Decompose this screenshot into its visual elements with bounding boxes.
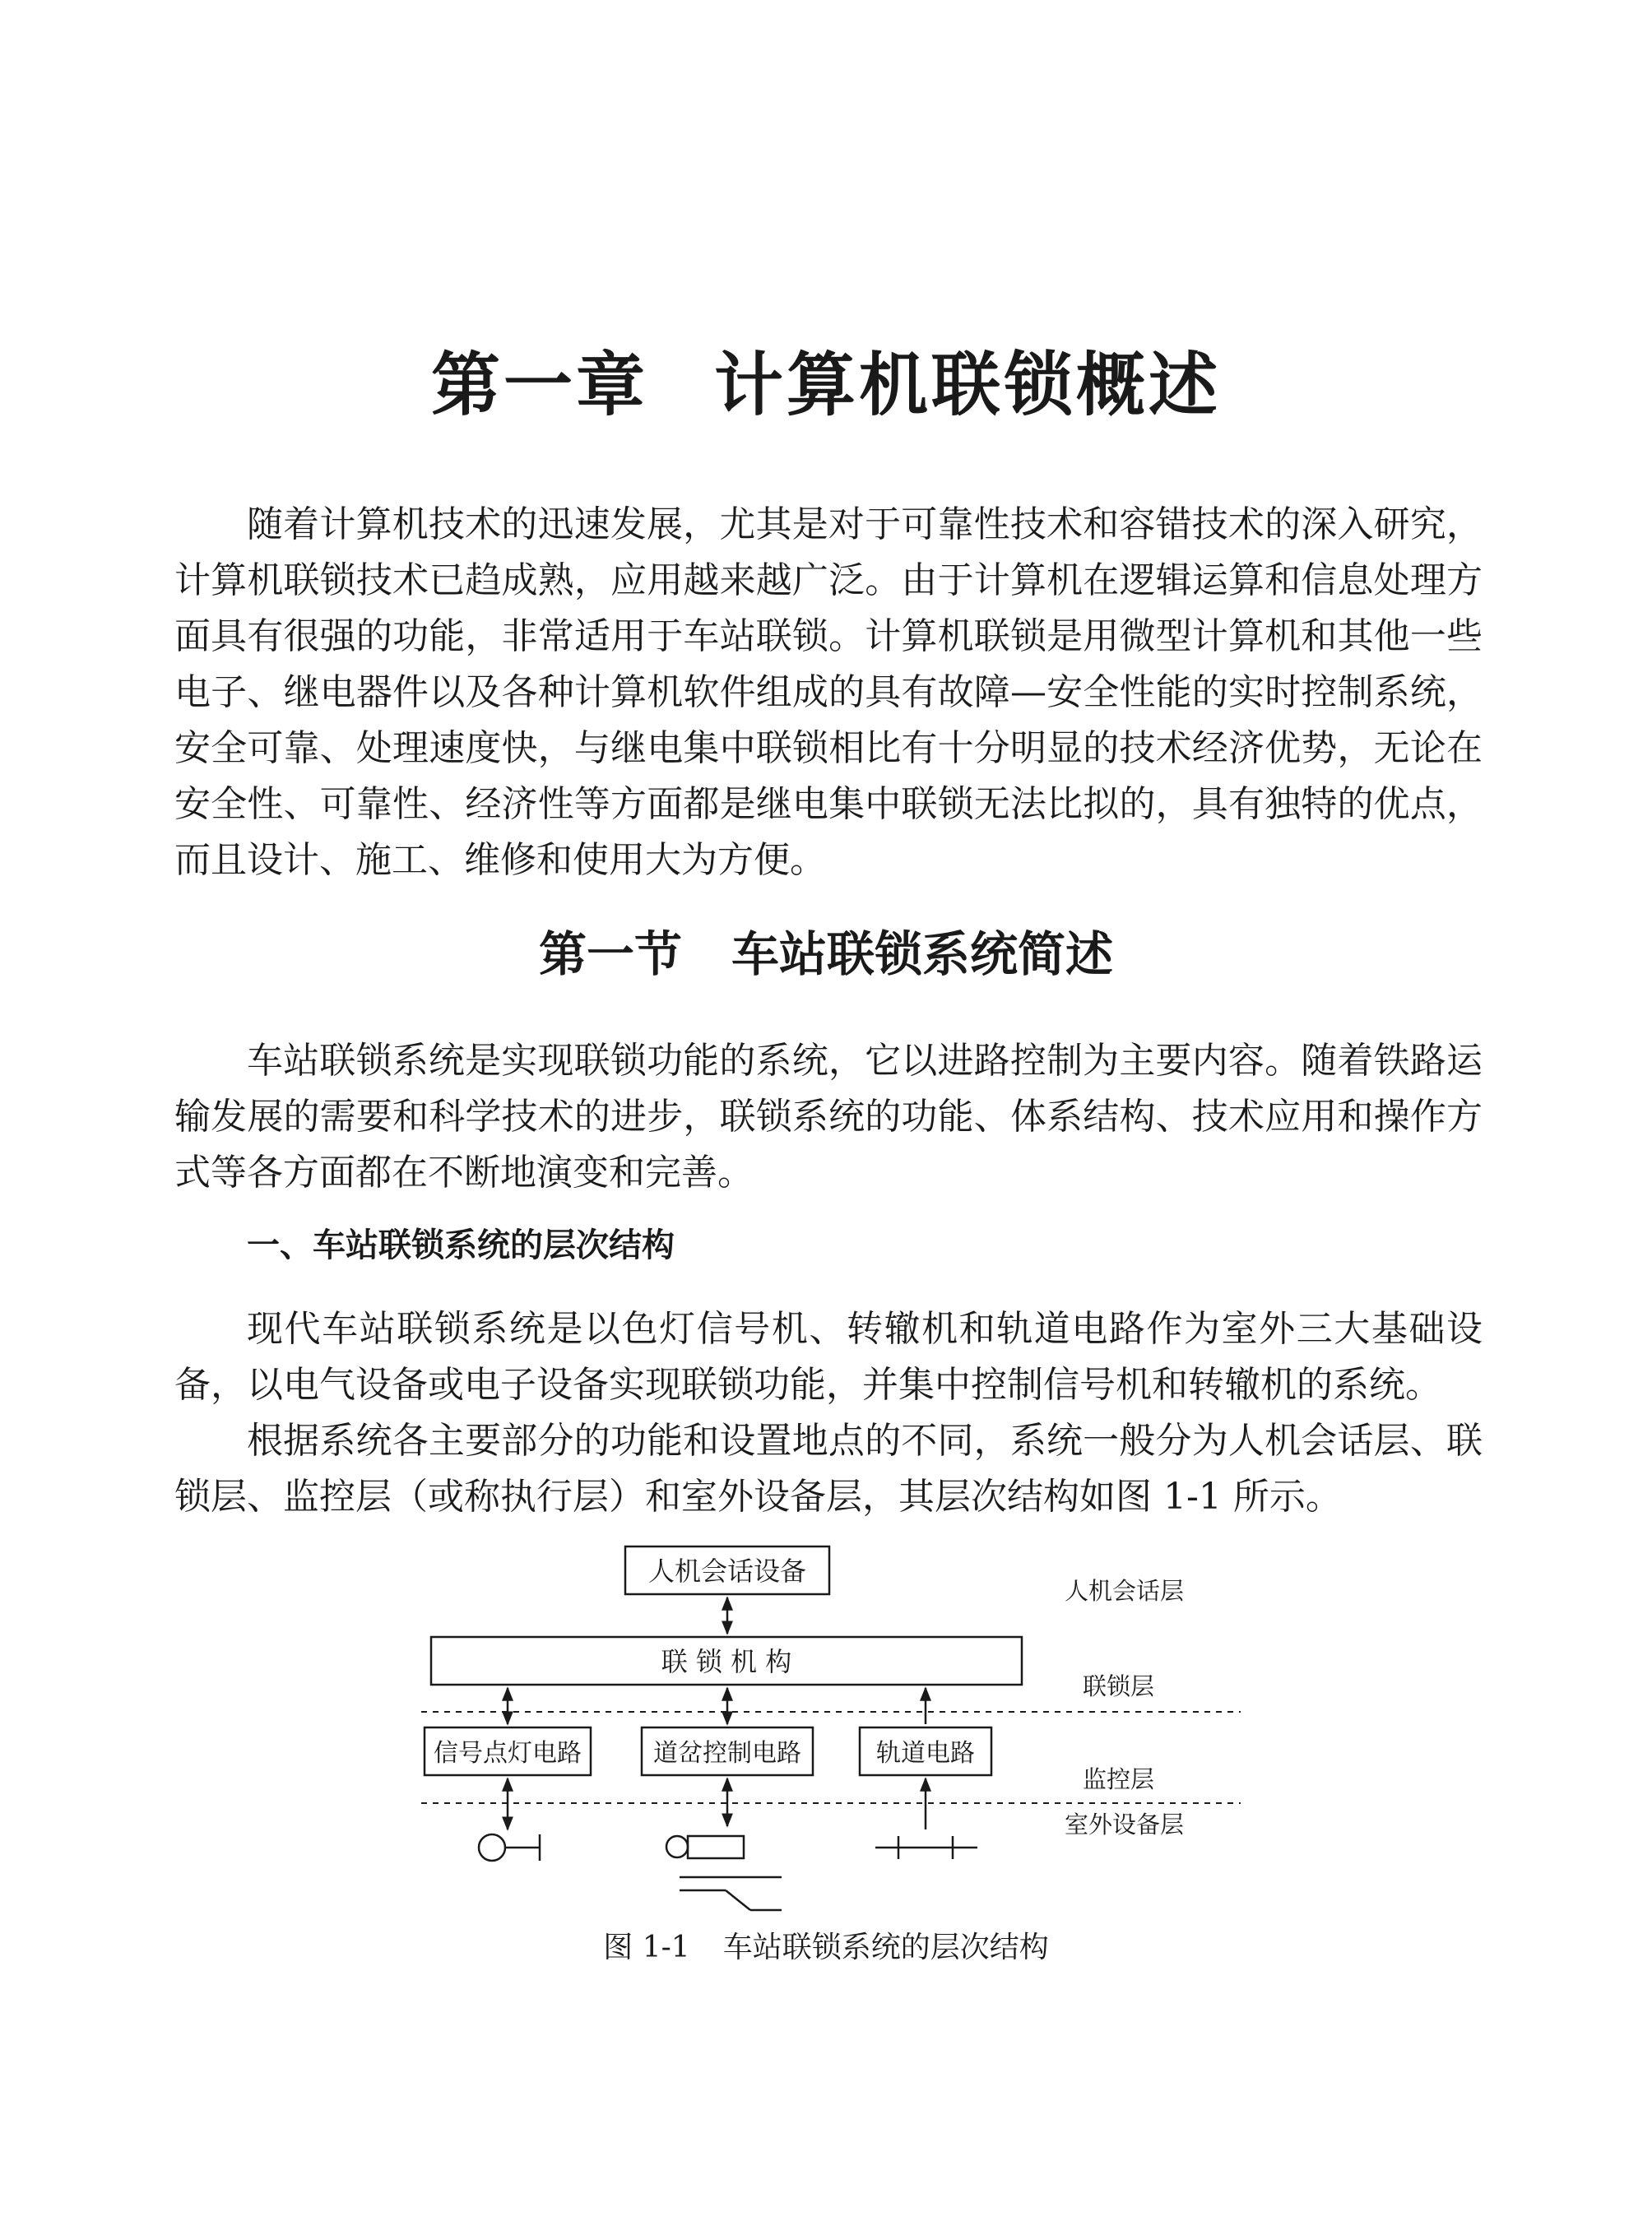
section-paragraph: 车站联锁系统是实现联锁功能的系统，它以进路控制为主要内容。随着铁路运输发展的需要和科学技术的进步，联锁系统的功能、体系结构、技术应用和操作方式等各方面都在不断地演变和完善。 (174, 1040, 1483, 1194)
chapter-number: 第一章 (430, 345, 648, 425)
track-circuit-icon (875, 1836, 977, 1859)
subsection-paragraph-2: 根据系统各主要部分的功能和设置地点的不同，系统一般分为人机会话层、联锁层、监控层（或称执行层）和室外设备层，其层次结构如图 1-1 所示。 (174, 1420, 1483, 1518)
figure-caption (0, 1927, 1652, 1968)
interlocking-unit-label: 联 锁 机 构 (661, 1646, 792, 1677)
outdoor-layer-label: 室外设备层 (1065, 1811, 1185, 1839)
figure-number: 图 1-1 (603, 1931, 690, 1964)
chapter-name: 计算机联锁概述 (714, 345, 1222, 425)
subsection-heading: 一、车站联锁系统的层次结构 (247, 1226, 675, 1264)
switch-control-circuit-label: 道岔控制电路 (653, 1739, 801, 1768)
subsection-paragraph-1: 现代车站联锁系统是以色灯信号机、转辙机和轨道电路作为室外三大基础设备，以电气设备或电子设备实现联锁功能，并集中控制信号机和转辙机的系统。 (174, 1308, 1483, 1406)
section-name: 车站联锁系统简述 (731, 926, 1114, 982)
intro-paragraph: 随着计算机技术的迅速发展，尤其是对于可靠性技术和容错技术的深入研究，计算机联锁技术已趋成熟，应用越来越广泛。由于计算机在逻辑运算和信息处理方面具有很强的功能，非常适用于车站联锁。计算机联锁是用微型计算机和其他一些电子、继电器件以及各种计算机软件组成的具有故障—安全性能的实时控制系统，安全可靠、处理速度快，与继电集中联锁相比有十分明显的技术经济优势，无论在安全性、可靠性、经济性等方面都是继电集中联锁无法比拟的，具有独特的优点，而且设计、施工、维修和使用大为方便。 (174, 503, 1483, 881)
monitoring-layer-label: 监控层 (1083, 1765, 1155, 1793)
interlocking-layer-label: 联锁层 (1083, 1672, 1155, 1700)
signal-symbol-icon (479, 1834, 540, 1861)
track-circuit-label: 轨道电路 (876, 1739, 975, 1768)
figure-title: 车站联锁系统的层次结构 (722, 1931, 1049, 1964)
switch-machine-icon (666, 1836, 782, 1910)
hmi-layer-label: 人机会话层 (1065, 1577, 1185, 1605)
section-number: 第一节 (538, 926, 682, 982)
signal-lighting-circuit-label: 信号点灯电路 (434, 1739, 582, 1768)
hmi-device-label: 人机会话设备 (647, 1556, 807, 1587)
